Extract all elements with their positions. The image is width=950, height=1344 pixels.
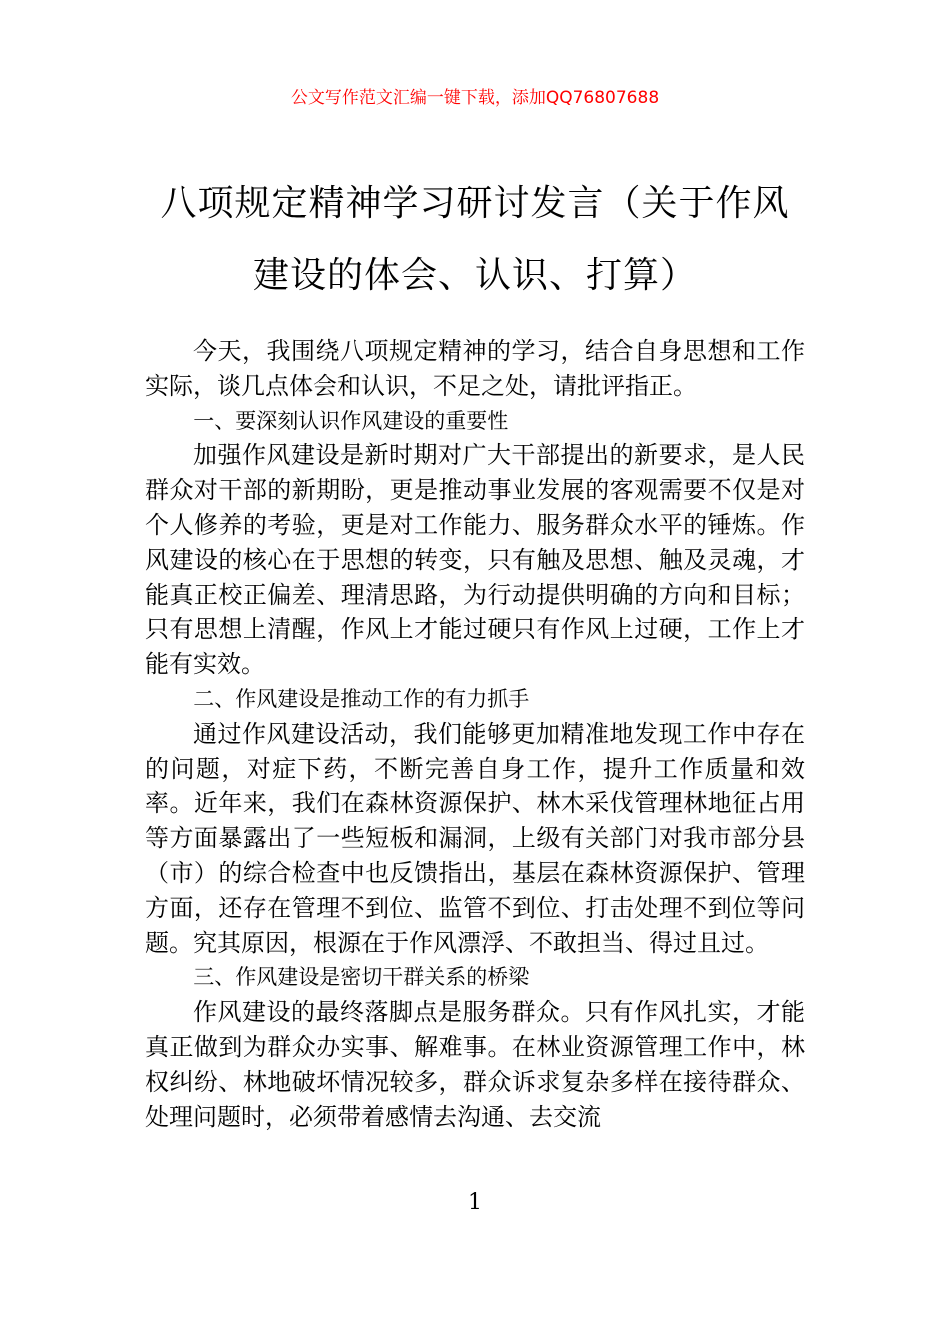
section-paragraph-1: 加强作风建设是新时期对广大干部提出的新要求，是人民群众对干部的新期盼，更是推动事业发展的客观需要不仅是对个人修养的考验，更是对工作能力、服务群众水平的锤炼。作风建设的核心在于思想的转变，只有触及思想、触及灵魂，才能真正校正偏差、理清思路，为行动提供明确的方向和目标；只有思想上清醒，作风上才能过硬只有作风上过硬，工作上才能有实效。 (145, 441, 805, 679)
header-download-note: 公文写作范文汇编一键下载，添加QQ76807688 (290, 88, 660, 108)
document-body (145, 334, 805, 1134)
section-paragraph-3: 作风建设的最终落脚点是服务群众。只有作风扎实，才能真正做到为群众办实事、解难事。在林业资源管理工作中，林权纠纷、林地破坏情况较多，群众诉求复杂多样在接待群众、处理问题时，必须带着感情去沟通、去交流 (145, 998, 805, 1131)
document-title: 八项规定精神学习研讨发言（关于作风建设的体会、认识、打算） (160, 183, 790, 296)
section-heading-2: 二、作风建设是推动工作的有力抓手 (193, 686, 530, 711)
section-heading-1: 一、要深刻认识作风建设的重要性 (193, 408, 509, 433)
section-paragraph-2: 通过作风建设活动，我们能够更加精准地发现工作中存在的问题，对症下药，不断完善自身工作，提升工作质量和效率。近年来，我们在森林资源保护、林木采伐管理林地征占用等方面暴露出了一些短板和漏洞，上级有关部门对我市部分县（市）的综合检查中也反馈指出，基层在森林资源保护、管理方面，还存在管理不到位、监管不到位、打击处理不到位等问题。究其原因，根源在于作风漂浮、不敢担当、得过且过。 (145, 719, 805, 957)
intro-paragraph: 今天，我围绕八项规定精神的学习，结合自身思想和工作实际，谈几点体会和认识，不足之处，请批评指正。 (145, 337, 805, 400)
page-number: 1 (468, 1190, 482, 1215)
section-heading-3: 三、作风建设是密切干群关系的桥梁 (193, 965, 530, 990)
